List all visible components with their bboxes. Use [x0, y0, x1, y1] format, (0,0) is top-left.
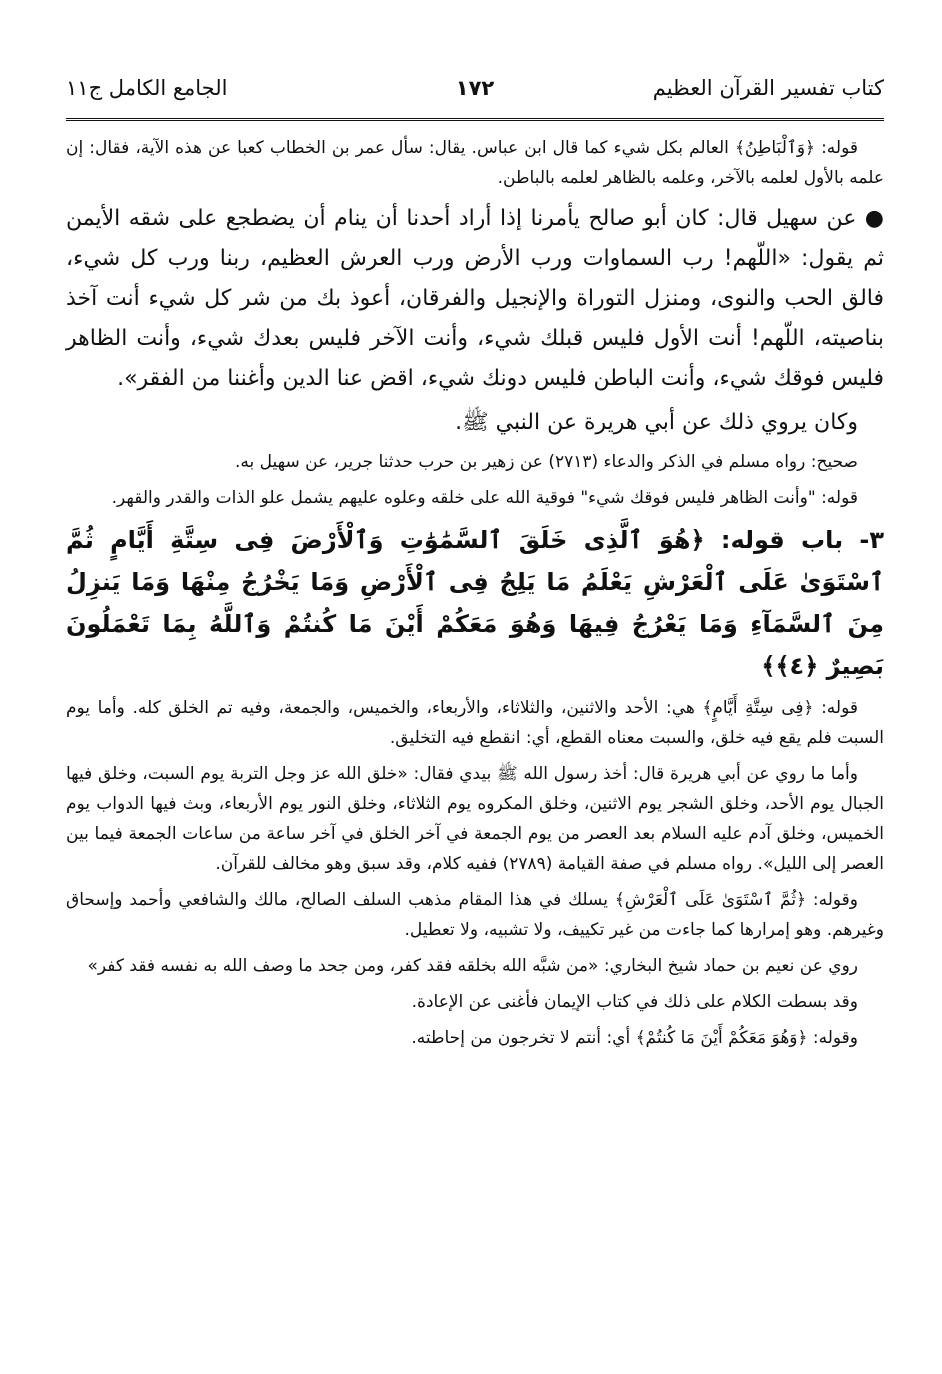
book-title: كتاب تفسير القرآن العظيم [652, 76, 884, 100]
hadith-grading: صحيح: رواه مسلم في الذكر والدعاء (٢٧١٣) عن زهير بن حرب حدثنا جرير، عن سهيل به. [234, 452, 858, 472]
hadith-paragraph: ● عن سهيل قال: كان أبو صالح يأمرنا إذا أراد أحدنا أن ينام أن يضطجع على شقه الأيمن ثم يقول: «اللّهم! رب السماوات ورب الأرض ورب العرش العظيم، ربنا ورب كل شيء، فالق الحب والنوى، ومنزل التوراة والإنجيل والفرقان، أعوذ بك من شر كل شيء أنت آخذ بناصيته، اللّهم! أنت الأول فليس قبلك شيء، وأنت الآخر فليس بعدك شيء، وأنت الظاهر فليس فوقك شيء، وأنت الباطن فليس دونك شيء، اقض عنا الدين وأغننا من الفقر». [66, 206, 884, 391]
page-body [66, 133, 884, 1053]
page-number: ١٧٢ [455, 76, 495, 100]
hadith-attribution: وكان يروي ذلك عن أبي هريرة عن النبي ﷺ. [455, 410, 858, 435]
commentary-paragraph: وأما ما روي عن أبي هريرة قال: أخذ رسول الله ﷺ بيدي فقال: «خلق الله عز وجل التربة يوم السبت، وخلق فيها الجبال يوم الأحد، وخلق الشجر يوم الاثنين، وخلق المكروه يوم الثلاثاء، وخلق النور يوم الأربعاء، وبث فيها الدواب يوم الخميس، وخلق آدم عليه السلام بعد العصر من يوم الجمعة في آخر الخلق في آخر ساعة من ساعات الجمعة فيما بين العصر إلى الليل». رواه مسلم في صفة القيامة (٢٧٨٩) ففيه كلام، وقد سبق وهو مخالف للقرآن. [66, 764, 884, 874]
book-page [66, 70, 884, 1344]
commentary-paragraph: وقد بسطت الكلام على ذلك في كتاب الإيمان فأغنى عن الإعادة. [411, 992, 858, 1012]
commentary-paragraph: قوله: ﴿فِى سِتَّةِ أَيَّامٍ﴾ هي: الأحد والاثنين، والثلاثاء، والأربعاء، والخميس، والجمعة، وفيه تم الخلق كله. وأما يوم السبت فلم يقع فيه خلق، والسبت معناه القطع، أي: انقطع فيه التخليق. [66, 698, 884, 748]
chapter-heading: ٣- باب قوله: ﴿هُوَ ٱلَّذِى خَلَقَ ٱلسَّمَٰوَٰتِ وَٱلْأَرْضَ فِى سِتَّةِ أَيَّامٍ ثُمَّ ٱسْتَوَىٰ عَلَى ٱلْعَرْشِ يَعْلَمُ مَا يَلِجُ فِى ٱلْأَرْضِ وَمَا يَخْرُجُ مِنْهَا وَمَا يَنزِلُ مِنَ ٱلسَّمَآءِ وَمَا يَعْرُجُ فِيهَا وَهُوَ مَعَكُمْ أَيْنَ مَا كُنتُمْ وَٱللَّهُ بِمَا تَعْمَلُونَ بَصِيرٌ ﴿٤﴾﴾ [66, 526, 884, 680]
commentary-paragraph: قوله: "وأنت الظاهر فليس فوقك شيء" فوقية الله على خلقه وعلوه عليهم يشمل علو الذات والقدر والقهر. [111, 488, 858, 508]
commentary-paragraph: وقوله: ﴿وَهُوَ مَعَكُمْ أَيْنَ مَا كُنتُمْ﴾ أي: أنتم لا تخرجون من إحاطته. [411, 1028, 858, 1048]
header-divider [66, 118, 884, 121]
page-header [66, 70, 884, 110]
commentary-paragraph: روي عن نعيم بن حماد شيخ البخاري: «من شبَّه الله بخلقه فقد كفر، ومن جحد ما وصف الله به نفسه فقد كفر» [87, 956, 858, 976]
commentary-paragraph: قوله: ﴿وَٱلْبَاطِنُ﴾ العالم بكل شيء كما قال ابن عباس. يقال: سأل عمر بن الخطاب كعبا عن هذه الآية، فقال: إن علمه بالأول لعلمه بالآخر، وعلمه بالظاهر لعلمه بالباطن. [66, 138, 884, 188]
volume-title: الجامع الكامل ج١١ [66, 76, 228, 100]
commentary-paragraph: وقوله: ﴿ثُمَّ ٱسْتَوَىٰ عَلَى ٱلْعَرْشِ﴾ يسلك في هذا المقام مذهب السلف الصالح، مالك والشافعي وأحمد وإسحاق وغيرهم. وهو إمرارها كما جاءت من غير تكييف، ولا تشبيه، ولا تعطيل. [66, 890, 884, 940]
